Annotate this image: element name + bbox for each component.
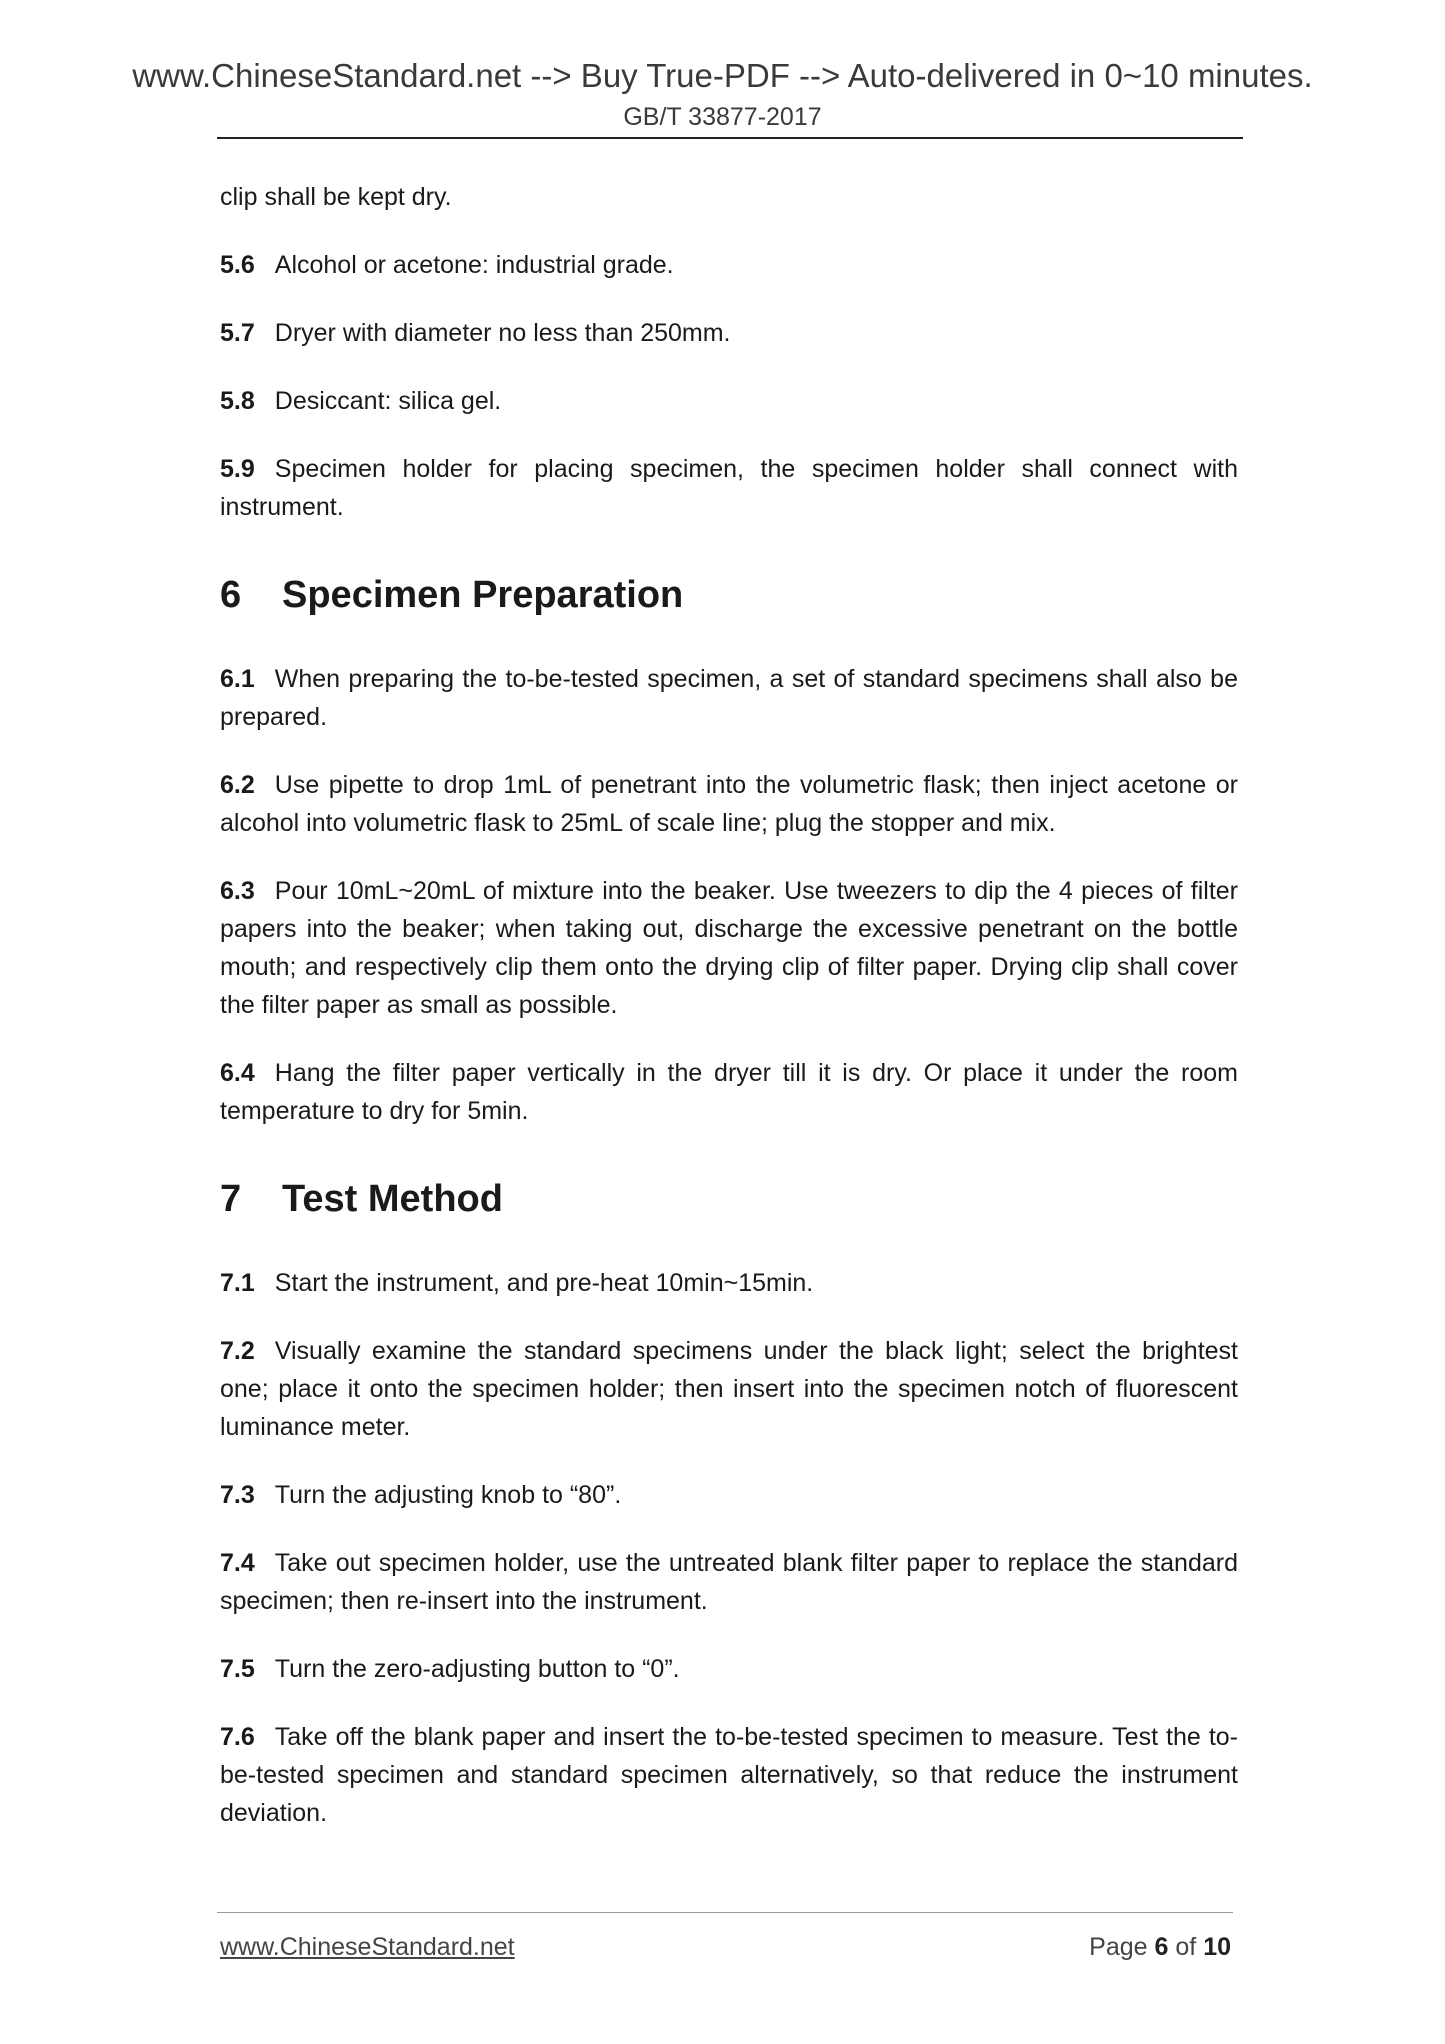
footer-divider (217, 1912, 1233, 1913)
clause-number: 7.4 (220, 1549, 255, 1577)
section-title: Test Method (282, 1178, 503, 1220)
clause-7-4 (220, 1544, 1238, 1620)
page-number: 6 (1154, 1933, 1169, 1961)
clause-text: Turn the adjusting knob to “80”. (274, 1481, 622, 1509)
clause-6-3 (220, 872, 1238, 1024)
section-number: 7 (220, 1178, 242, 1220)
clause-number: 6.2 (220, 771, 255, 799)
clause-text: Turn the zero-adjusting button to “0”. (274, 1655, 680, 1683)
clause-number: 7.6 (220, 1723, 255, 1751)
clause-number: 7.1 (220, 1269, 255, 1297)
clause-number: 6.4 (220, 1059, 255, 1087)
clause-number: 6.3 (220, 877, 255, 905)
clause-6-4 (220, 1054, 1238, 1130)
clause-6-2 (220, 766, 1238, 842)
clause-7-6 (220, 1718, 1238, 1832)
clause-text: Visually examine the standard specimens under the black light; select the brightest one; place it onto the specimen holder; then insert into the specimen notch of fluorescent luminance meter. (220, 1337, 1238, 1441)
clause-number: 7.2 (220, 1337, 255, 1365)
clause-number: 7.3 (220, 1481, 255, 1509)
clause-text: Take out specimen holder, use the untreated blank filter paper to replace the standard specimen; then re-insert into the instrument. (220, 1549, 1238, 1615)
section-title: Specimen Preparation (282, 574, 684, 616)
of-word: of (1175, 1933, 1197, 1961)
clause-text: Start the instrument, and pre-heat 10min~15min. (274, 1269, 814, 1297)
clause-text: When preparing the to-be-tested specimen, a set of standard specimens shall also be prepared. (220, 665, 1238, 731)
page-word: Page (1089, 1933, 1148, 1961)
continued-paragraph: clip shall be kept dry. (220, 183, 452, 211)
clause-number: 7.5 (220, 1655, 255, 1683)
site-banner: www.ChineseStandard.net --> Buy True-PDF --> Auto-delivered in 0~10 minutes. (132, 57, 1313, 94)
clause-5-9 (220, 450, 1238, 526)
clause-text: Hang the filter paper vertically in the dryer till it is dry. Or place it under the room temperature to dry for 5min. (220, 1059, 1238, 1125)
section-heading-6 (220, 572, 1238, 618)
clause-number: 5.9 (220, 455, 255, 483)
clause-text: Desiccant: silica gel. (274, 387, 502, 415)
page-indicator (1089, 1933, 1231, 1962)
clause-5-7 (220, 314, 1238, 352)
clause-5-6 (220, 246, 1238, 284)
clause-7-5 (220, 1650, 1238, 1688)
clause-number: 6.1 (220, 665, 255, 693)
document-body (220, 178, 1238, 1862)
clause-7-3 (220, 1476, 1238, 1514)
standard-code: GB/T 33877-2017 (623, 103, 822, 131)
clause-7-1 (220, 1264, 1238, 1302)
clause-number: 5.8 (220, 387, 255, 415)
clause-7-2 (220, 1332, 1238, 1446)
clause-6-1 (220, 660, 1238, 736)
footer-site-link[interactable]: www.ChineseStandard.net (220, 1933, 515, 1961)
clause-number: 5.7 (220, 319, 255, 347)
clause-text: Take off the blank paper and insert the to-be-tested specimen to measure. Test the to-be-tested specimen and standard specimen alternatively, so that reduce the instrument deviation. (220, 1723, 1238, 1827)
section-number: 6 (220, 574, 242, 616)
clause-text: Pour 10mL~20mL of mixture into the beaker. Use tweezers to dip the 4 pieces of filter papers into the beaker; when taking out, discharge the excessive penetrant on the bottle mouth; and respectively clip them onto the drying clip of filter paper. Drying clip shall cover the filter paper as small as possible. (220, 877, 1238, 1019)
clause-number: 5.6 (220, 251, 255, 279)
clause-text: Alcohol or acetone: industrial grade. (274, 251, 674, 279)
page-total: 10 (1203, 1933, 1231, 1961)
clause-text: Specimen holder for placing specimen, the specimen holder shall connect with instrument. (220, 455, 1238, 521)
header-divider (217, 137, 1243, 139)
section-heading-7 (220, 1176, 1238, 1222)
clause-5-8 (220, 382, 1238, 420)
clause-text: Use pipette to drop 1mL of penetrant into the volumetric flask; then inject acetone or alcohol into volumetric flask to 25mL of scale line; plug the stopper and mix. (220, 771, 1238, 837)
clause-text: Dryer with diameter no less than 250mm. (274, 319, 731, 347)
